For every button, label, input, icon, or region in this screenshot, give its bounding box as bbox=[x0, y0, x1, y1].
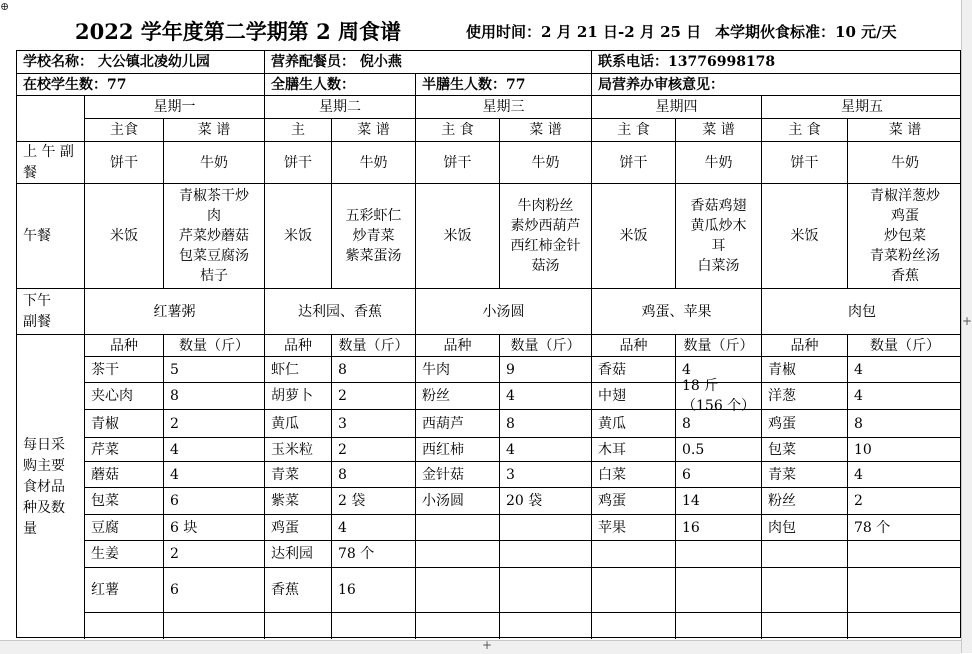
morning-menu: 牛奶 bbox=[499, 141, 591, 183]
purchase-quantity: 16 bbox=[331, 567, 415, 612]
purchase-quantity bbox=[499, 514, 591, 540]
purchase-quantity: 2 袋 bbox=[331, 487, 415, 514]
school-name: 学校名称： 大公镇北凌幼儿园 bbox=[23, 54, 210, 70]
staple-header: 主食 bbox=[84, 118, 163, 141]
purchase-variety: 香蕉 bbox=[264, 567, 331, 612]
full-board-count: 全膳生人数： bbox=[264, 73, 415, 95]
purchase-quantity: 3 bbox=[499, 461, 591, 487]
horizontal-scrollbar[interactable] bbox=[0, 640, 961, 654]
purchase-quantity bbox=[331, 612, 415, 639]
purchase-quantity bbox=[675, 540, 761, 567]
purchase-variety: 虾仁 bbox=[264, 356, 331, 382]
purchase-variety: 鸡蛋 bbox=[264, 514, 331, 540]
purchase-variety: 茶干 bbox=[84, 356, 163, 382]
purchase-variety: 粉丝 bbox=[761, 487, 847, 514]
purchase-quantity bbox=[499, 540, 591, 567]
quantity-header: 数量（斤） bbox=[675, 334, 761, 356]
purchase-variety: 紫菜 bbox=[264, 487, 331, 514]
morning-staple: 饼干 bbox=[415, 141, 499, 183]
purchase-variety: 包菜 bbox=[84, 487, 163, 514]
purchase-variety bbox=[761, 567, 847, 612]
purchase-quantity: 78 个 bbox=[331, 540, 415, 567]
purchase-variety: 肉包 bbox=[761, 514, 847, 540]
table-move-handle-icon[interactable]: ⊕ bbox=[0, 0, 10, 13]
purchase-quantity bbox=[847, 540, 962, 567]
purchase-variety: 西葫芦 bbox=[415, 409, 499, 437]
usage-period: 使用时间：2 月 21 日-2 月 25 日 bbox=[466, 23, 702, 41]
day-header: 星期一 bbox=[84, 95, 264, 118]
lunch-staple: 米饭 bbox=[591, 183, 675, 288]
purchase-quantity: 18 斤 （156 个） bbox=[675, 382, 761, 409]
purchase-quantity: 4 bbox=[163, 437, 264, 461]
purchase-variety bbox=[591, 612, 675, 639]
purchase-variety: 黄瓜 bbox=[591, 409, 675, 437]
purchase-quantity bbox=[499, 567, 591, 612]
purchase-variety: 小汤圆 bbox=[415, 487, 499, 514]
afternoon-snack-label: 下午 副餐 bbox=[17, 288, 84, 334]
staple-header: 主 食 bbox=[415, 118, 499, 141]
day-header: 星期三 bbox=[415, 95, 591, 118]
purchase-variety: 达利园 bbox=[264, 540, 331, 567]
purchase-quantity: 6 块 bbox=[163, 514, 264, 540]
meal-standard: 本学期伙食标准：10 元/天 bbox=[715, 23, 897, 41]
purchase-variety: 洋葱 bbox=[761, 382, 847, 409]
purchase-quantity: 2 bbox=[163, 409, 264, 437]
day-header: 星期四 bbox=[591, 95, 761, 118]
purchase-quantity: 4 bbox=[847, 356, 962, 382]
purchase-quantity: 3 bbox=[331, 409, 415, 437]
purchase-variety: 芹菜 bbox=[84, 437, 163, 461]
purchase-variety bbox=[415, 612, 499, 639]
purchase-variety: 粉丝 bbox=[415, 382, 499, 409]
purchase-variety: 玉米粒 bbox=[264, 437, 331, 461]
purchase-variety: 黄瓜 bbox=[264, 409, 331, 437]
purchase-quantity: 2 bbox=[331, 382, 415, 409]
purchase-variety: 香菇 bbox=[591, 356, 675, 382]
morning-menu: 牛奶 bbox=[331, 141, 415, 183]
contact-phone: 联系电话：13776998178 bbox=[591, 51, 962, 73]
afternoon-snack: 鸡蛋、苹果 bbox=[591, 288, 761, 334]
purchase-variety: 青椒 bbox=[84, 409, 163, 437]
purchase-quantity: 6 bbox=[675, 461, 761, 487]
purchase-variety: 蘑菇 bbox=[84, 461, 163, 487]
morning-menu: 牛奶 bbox=[163, 141, 264, 183]
add-column-handle-icon[interactable]: + bbox=[962, 314, 972, 328]
purchase-variety: 鸡蛋 bbox=[591, 487, 675, 514]
purchase-quantity: 14 bbox=[675, 487, 761, 514]
purchase-variety bbox=[591, 567, 675, 612]
purchase-variety: 包菜 bbox=[761, 437, 847, 461]
purchase-variety bbox=[264, 612, 331, 639]
purchase-label: 每日采 购主要 食材品 种及数 量 bbox=[17, 334, 84, 639]
purchase-variety: 青菜 bbox=[761, 461, 847, 487]
purchase-quantity bbox=[675, 567, 761, 612]
morning-staple: 饼干 bbox=[591, 141, 675, 183]
purchase-quantity: 5 bbox=[163, 356, 264, 382]
purchase-quantity: 6 bbox=[163, 567, 264, 612]
purchase-variety: 金针菇 bbox=[415, 461, 499, 487]
staple-header: 主 食 bbox=[761, 118, 847, 141]
purchase-quantity bbox=[499, 612, 591, 639]
menu-header: 菜 谱 bbox=[499, 118, 591, 141]
purchase-variety: 鸡蛋 bbox=[761, 409, 847, 437]
purchase-quantity: 4 bbox=[847, 382, 962, 409]
menu-header: 菜 谱 bbox=[163, 118, 264, 141]
purchase-quantity: 0.5 bbox=[675, 437, 761, 461]
purchase-variety: 青椒 bbox=[761, 356, 847, 382]
purchase-quantity: 2 bbox=[331, 437, 415, 461]
variety-header: 品种 bbox=[761, 334, 847, 356]
quantity-header: 数量（斤） bbox=[847, 334, 962, 356]
lunch-menu: 牛肉粉丝 素炒西葫芦 西红柿金针 菇汤 bbox=[499, 183, 591, 288]
purchase-variety: 木耳 bbox=[591, 437, 675, 461]
purchase-quantity: 4 bbox=[499, 382, 591, 409]
quantity-header: 数量（斤） bbox=[331, 334, 415, 356]
lunch-menu: 五彩虾仁 炒青菜 紫菜蛋汤 bbox=[331, 183, 415, 288]
morning-staple: 饼干 bbox=[84, 141, 163, 183]
purchase-quantity: 9 bbox=[499, 356, 591, 382]
menu-table bbox=[16, 50, 961, 638]
purchase-variety bbox=[415, 540, 499, 567]
purchase-quantity bbox=[675, 612, 761, 639]
purchase-quantity: 4 bbox=[499, 437, 591, 461]
day-header: 星期二 bbox=[264, 95, 415, 118]
variety-header: 品种 bbox=[84, 334, 163, 356]
lunch-staple: 米饭 bbox=[84, 183, 163, 288]
purchase-quantity bbox=[847, 612, 962, 639]
purchase-variety bbox=[761, 612, 847, 639]
lunch-label: 午餐 bbox=[17, 183, 84, 288]
purchase-quantity: 78 个 bbox=[847, 514, 962, 540]
review-opinion: 局营养办审核意见： bbox=[591, 73, 962, 95]
purchase-variety: 豆腐 bbox=[84, 514, 163, 540]
add-row-handle-icon[interactable]: + bbox=[482, 638, 493, 652]
half-board-count: 半膳生人数：77 bbox=[415, 73, 591, 95]
afternoon-snack: 小汤圆 bbox=[415, 288, 591, 334]
purchase-variety: 夹心肉 bbox=[84, 382, 163, 409]
morning-snack-label: 上 午 副 餐 bbox=[17, 141, 84, 183]
purchase-quantity: 2 bbox=[847, 487, 962, 514]
purchase-variety bbox=[84, 612, 163, 639]
purchase-variety: 青菜 bbox=[264, 461, 331, 487]
student-count: 在校学生数：77 bbox=[17, 73, 264, 95]
purchase-quantity: 2 bbox=[163, 540, 264, 567]
purchase-variety bbox=[761, 540, 847, 567]
purchase-variety: 中翅 bbox=[591, 382, 675, 409]
quantity-header: 数量（斤） bbox=[499, 334, 591, 356]
purchase-variety: 苹果 bbox=[591, 514, 675, 540]
menu-header: 菜 谱 bbox=[331, 118, 415, 141]
header-corner bbox=[17, 95, 84, 141]
day-header: 星期五 bbox=[761, 95, 962, 118]
purchase-variety: 红薯 bbox=[84, 567, 163, 612]
purchase-quantity: 4 bbox=[847, 461, 962, 487]
afternoon-snack: 红薯粥 bbox=[84, 288, 264, 334]
purchase-quantity: 4 bbox=[675, 356, 761, 382]
lunch-menu: 青椒茶干炒 肉 芹菜炒蘑菇 包菜豆腐汤 桔子 bbox=[163, 183, 264, 288]
purchase-variety: 胡萝卜 bbox=[264, 382, 331, 409]
afternoon-snack: 肉包 bbox=[761, 288, 962, 334]
purchase-quantity bbox=[163, 612, 264, 639]
purchase-variety: 牛肉 bbox=[415, 356, 499, 382]
lunch-menu: 香菇鸡翅 黄瓜炒木 耳 白菜汤 bbox=[675, 183, 761, 288]
morning-staple: 饼干 bbox=[761, 141, 847, 183]
purchase-quantity: 8 bbox=[163, 382, 264, 409]
purchase-quantity: 8 bbox=[331, 461, 415, 487]
purchase-quantity: 6 bbox=[163, 487, 264, 514]
purchase-quantity: 8 bbox=[675, 409, 761, 437]
purchase-variety bbox=[415, 514, 499, 540]
quantity-header: 数量（斤） bbox=[163, 334, 264, 356]
afternoon-snack: 达利园、香蕉 bbox=[264, 288, 415, 334]
staple-header: 主 bbox=[264, 118, 331, 141]
purchase-quantity: 4 bbox=[331, 514, 415, 540]
morning-menu: 牛奶 bbox=[675, 141, 761, 183]
variety-header: 品种 bbox=[591, 334, 675, 356]
dietitian-name: 营养配餐员： 倪小燕 bbox=[264, 51, 591, 73]
purchase-quantity: 16 bbox=[675, 514, 761, 540]
menu-header: 菜 谱 bbox=[847, 118, 962, 141]
purchase-variety: 生姜 bbox=[84, 540, 163, 567]
purchase-variety bbox=[591, 540, 675, 567]
page-title-bar bbox=[0, 12, 940, 50]
purchase-quantity: 8 bbox=[847, 409, 962, 437]
purchase-variety bbox=[415, 567, 499, 612]
lunch-menu: 青椒洋葱炒 鸡蛋 炒包菜 青菜粉丝汤 香蕉 bbox=[847, 183, 962, 288]
menu-header: 菜 谱 bbox=[675, 118, 761, 141]
lunch-staple: 米饭 bbox=[264, 183, 331, 288]
purchase-quantity bbox=[847, 567, 962, 612]
morning-menu: 牛奶 bbox=[847, 141, 962, 183]
purchase-quantity: 4 bbox=[163, 461, 264, 487]
variety-header: 品种 bbox=[415, 334, 499, 356]
page-title: 2022 学年度第二学期第 2 周食谱 bbox=[75, 19, 401, 44]
lunch-staple: 米饭 bbox=[761, 183, 847, 288]
purchase-quantity: 20 袋 bbox=[499, 487, 591, 514]
purchase-variety: 白菜 bbox=[591, 461, 675, 487]
purchase-quantity: 10 bbox=[847, 437, 962, 461]
purchase-quantity: 8 bbox=[499, 409, 591, 437]
purchase-quantity: 8 bbox=[331, 356, 415, 382]
morning-staple: 饼干 bbox=[264, 141, 331, 183]
variety-header: 品种 bbox=[264, 334, 331, 356]
lunch-staple: 米饭 bbox=[415, 183, 499, 288]
staple-header: 主 食 bbox=[591, 118, 675, 141]
purchase-variety: 西红柿 bbox=[415, 437, 499, 461]
